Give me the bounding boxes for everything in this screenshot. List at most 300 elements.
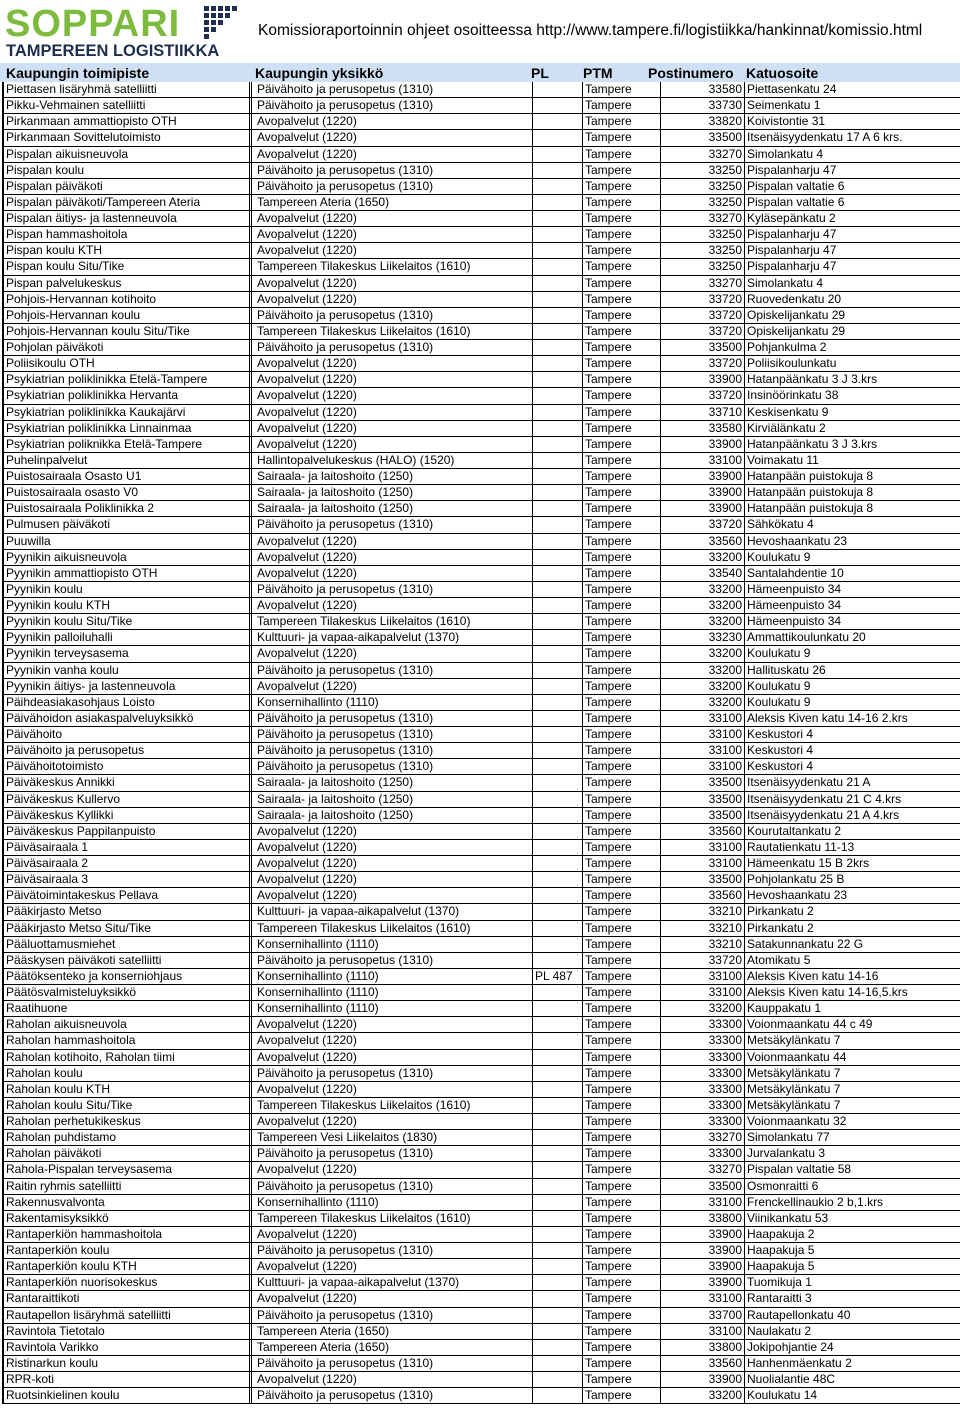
office-name-cell: Pispan koulu Situ/Tike — [4, 259, 252, 274]
postal-code-cell: 33200 — [661, 582, 745, 597]
table-row — [4, 130, 960, 146]
city-cell: Tampere — [583, 1179, 661, 1194]
po-box-cell: PL 487 — [533, 969, 583, 984]
unit-cell: Tampereen Ateria (1650) — [255, 1340, 533, 1355]
street-address-cell: Hanhenmäenkatu 2 — [747, 1355, 852, 1370]
office-name-cell: Raholan perhetukikeskus — [4, 1114, 252, 1129]
city-cell: Tampere — [583, 1162, 661, 1177]
office-name-cell: Päiväsairaala 3 — [4, 872, 252, 887]
postal-code-cell: 33730 — [661, 98, 745, 113]
city-cell: Tampere — [583, 711, 661, 726]
po-box-cell — [533, 904, 583, 919]
unit-cell: Konsernihallinto (1110) — [255, 695, 533, 710]
po-box-cell — [533, 663, 583, 678]
city-cell: Tampere — [583, 114, 661, 129]
postal-code-cell: 33300 — [661, 1146, 745, 1161]
city-cell: Tampere — [583, 227, 661, 242]
po-box-cell — [533, 1372, 583, 1387]
postal-code-cell: 33200 — [661, 550, 745, 565]
street-address-cell: Haapakuja 2 — [747, 1226, 815, 1241]
table-row — [4, 292, 960, 308]
unit-cell: Kulttuuri- ja vapaa-aikapalvelut (1370) — [255, 904, 533, 919]
unit-cell: Avopalvelut (1220) — [255, 372, 533, 387]
postal-code-cell: 33900 — [661, 1259, 745, 1274]
city-cell: Tampere — [583, 1227, 661, 1242]
office-name-cell: Pispan koulu KTH — [4, 243, 252, 258]
office-name-cell: Rautapellon lisäryhmä satelliitti — [4, 1308, 252, 1323]
office-name-cell: Pirkanmaan ammattiopisto OTH — [4, 114, 252, 129]
street-address-cell: Osmonraitti 6 — [747, 1178, 819, 1193]
office-name-cell: Ravintola Varikko — [4, 1340, 252, 1355]
office-name-cell: Ristinarkun koulu — [4, 1356, 252, 1371]
city-cell: Tampere — [583, 824, 661, 839]
table-row — [4, 179, 960, 195]
po-box-cell — [533, 1291, 583, 1306]
postal-code-cell: 33900 — [661, 437, 745, 452]
postal-code-cell: 33210 — [661, 904, 745, 919]
postal-code-cell: 33300 — [661, 1114, 745, 1129]
po-box-cell — [533, 953, 583, 968]
table-row — [4, 1114, 960, 1130]
po-box-cell — [533, 1388, 583, 1403]
table-row — [4, 921, 960, 937]
city-cell: Tampere — [583, 937, 661, 952]
city-cell: Tampere — [583, 663, 661, 678]
city-cell: Tampere — [583, 759, 661, 774]
po-box-cell — [533, 985, 583, 1000]
table-row — [4, 147, 960, 163]
table-row — [4, 824, 960, 840]
city-cell: Tampere — [583, 1356, 661, 1371]
postal-code-cell: 33300 — [661, 1017, 745, 1032]
unit-cell: Avopalvelut (1220) — [255, 824, 533, 839]
table-row — [4, 582, 960, 598]
table-row — [4, 437, 960, 453]
city-cell: Tampere — [583, 1388, 661, 1403]
office-name-cell: Pohjois-Hervannan kotihoito — [4, 292, 252, 307]
street-address-cell: Ruovedenkatu 20 — [747, 291, 842, 306]
po-box-cell — [533, 1130, 583, 1145]
po-box-cell — [533, 276, 583, 291]
street-address-cell: Aleksis Kiven katu 14-16,5.krs — [747, 985, 908, 999]
table-row — [4, 211, 960, 227]
po-box-cell — [533, 630, 583, 645]
unit-cell: Tampereen Tilakeskus Liikelaitos (1610) — [255, 921, 533, 936]
city-cell: Tampere — [583, 727, 661, 742]
postal-code-cell: 33300 — [661, 1098, 745, 1113]
table-row — [4, 1275, 960, 1291]
po-box-cell — [533, 1033, 583, 1048]
postal-code-cell: 33100 — [661, 840, 745, 855]
unit-cell: Tampereen Vesi Liikelaitos (1830) — [255, 1130, 533, 1145]
po-box-cell — [533, 646, 583, 661]
city-cell: Tampere — [583, 1050, 661, 1065]
unit-cell: Konsernihallinto (1110) — [255, 937, 533, 952]
po-box-cell — [533, 808, 583, 823]
po-box-cell — [533, 1146, 583, 1161]
unit-cell: Konsernihallinto (1110) — [255, 969, 533, 984]
city-cell: Tampere — [583, 582, 661, 597]
postal-code-cell: 33900 — [661, 1275, 745, 1290]
po-box-cell — [533, 340, 583, 355]
column-headers — [0, 63, 960, 82]
unit-cell: Avopalvelut (1220) — [255, 550, 533, 565]
city-cell: Tampere — [583, 179, 661, 194]
table-row — [4, 1050, 960, 1066]
table-row — [4, 517, 960, 533]
table-row — [4, 727, 960, 743]
postal-code-cell: 33270 — [661, 1162, 745, 1177]
page-header — [0, 0, 960, 62]
table-row — [4, 969, 960, 985]
po-box-cell — [533, 1259, 583, 1274]
po-box-cell — [533, 405, 583, 420]
postal-code-cell: 33100 — [661, 1195, 745, 1210]
unit-cell: Sairaala- ja laitoshoito (1250) — [255, 501, 533, 516]
street-address-cell: Voionmaankatu 44 — [747, 1049, 847, 1064]
city-cell: Tampere — [583, 969, 661, 984]
postal-code-cell: 33200 — [661, 598, 745, 613]
unit-cell: Sairaala- ja laitoshoito (1250) — [255, 485, 533, 500]
table-row — [4, 888, 960, 904]
postal-code-cell: 33580 — [661, 421, 745, 436]
table-row — [4, 614, 960, 630]
street-address-cell: Hatanpään puistokuja 8 — [747, 469, 874, 483]
po-box-cell — [533, 372, 583, 387]
unit-cell: Avopalvelut (1220) — [255, 872, 533, 887]
city-cell: Tampere — [583, 82, 661, 97]
po-box-cell — [533, 1275, 583, 1290]
postal-code-cell: 33230 — [661, 630, 745, 645]
street-address-cell: Keskustori 4 — [747, 743, 814, 758]
city-cell: Tampere — [583, 646, 661, 661]
street-address-cell: Voionmaankatu 32 — [747, 1114, 847, 1128]
table-row — [4, 1130, 960, 1146]
street-address-cell: Keskustori 4 — [747, 759, 814, 774]
city-cell: Tampere — [583, 614, 661, 629]
postal-code-cell: 33560 — [661, 824, 745, 839]
postal-code-cell: 33300 — [661, 1050, 745, 1065]
street-address-cell: Kauppakatu 1 — [747, 1001, 822, 1016]
office-name-cell: Päätösvalmisteluyksikkö — [4, 985, 252, 1000]
street-address-cell: Kirviälänkatu 2 — [747, 420, 826, 435]
unit-cell: Sairaala- ja laitoshoito (1250) — [255, 469, 533, 484]
street-address-cell: Metsäkylänkatu 7 — [747, 1033, 841, 1048]
city-cell: Tampere — [583, 840, 661, 855]
header-toimipiste: Kaupungin toimipiste — [6, 65, 150, 81]
po-box-cell — [533, 1066, 583, 1081]
table-row — [4, 1340, 960, 1356]
postal-code-cell: 33200 — [661, 646, 745, 661]
city-cell: Tampere — [583, 292, 661, 307]
city-cell: Tampere — [583, 98, 661, 113]
street-address-cell: Pispalanharju 47 — [747, 227, 837, 242]
office-name-cell: Pyynikin ammattiopisto OTH — [4, 566, 252, 581]
street-address-cell: Koulukatu 9 — [747, 646, 811, 661]
office-name-cell: Rantaraittikoti — [4, 1291, 252, 1306]
table-row — [4, 1066, 960, 1082]
unit-cell: Päivähoito ja perusopetus (1310) — [255, 340, 533, 355]
city-cell: Tampere — [583, 1211, 661, 1226]
street-address-cell: Insinöörinkatu 38 — [747, 388, 839, 403]
postal-code-cell: 33200 — [661, 1001, 745, 1016]
unit-cell: Päivähoito ja perusopetus (1310) — [255, 1179, 533, 1194]
postal-code-cell: 33500 — [661, 1179, 745, 1194]
po-box-cell — [533, 566, 583, 581]
table-row — [4, 82, 960, 98]
postal-code-cell: 33200 — [661, 1388, 745, 1403]
unit-cell: Tampereen Tilakeskus Liikelaitos (1610) — [255, 324, 533, 339]
city-cell: Tampere — [583, 775, 661, 790]
city-cell: Tampere — [583, 421, 661, 436]
unit-cell: Avopalvelut (1220) — [255, 1259, 533, 1274]
street-address-cell: Nuolialantie 48C — [747, 1372, 836, 1386]
city-cell: Tampere — [583, 211, 661, 226]
table-row — [4, 1259, 960, 1275]
unit-cell: Avopalvelut (1220) — [255, 437, 533, 452]
office-name-cell: Psykiatrian poliknikka Etelä-Tampere — [4, 437, 252, 452]
street-address-cell: Aleksis Kiven katu 14-16 2.krs — [747, 710, 908, 725]
street-address-cell: Koulukatu 9 — [747, 549, 811, 564]
city-cell: Tampere — [583, 1146, 661, 1161]
po-box-cell — [533, 1162, 583, 1177]
postal-code-cell: 33580 — [661, 82, 745, 97]
table-row — [4, 356, 960, 372]
unit-cell: Avopalvelut (1220) — [255, 1082, 533, 1097]
street-address-cell: Satakunnankatu 22 G — [747, 936, 864, 951]
city-cell: Tampere — [583, 195, 661, 210]
postal-code-cell: 33700 — [661, 1308, 745, 1323]
street-address-cell: Aleksis Kiven katu 14-16 — [747, 968, 879, 983]
city-cell: Tampere — [583, 405, 661, 420]
table-row — [4, 630, 960, 646]
unit-cell: Päivähoito ja perusopetus (1310) — [255, 711, 533, 726]
table-row — [4, 1146, 960, 1162]
city-cell: Tampere — [583, 437, 661, 452]
table-row — [4, 163, 960, 179]
unit-cell: Avopalvelut (1220) — [255, 114, 533, 129]
unit-cell: Päivähoito ja perusopetus (1310) — [255, 98, 533, 113]
postal-code-cell: 33560 — [661, 534, 745, 549]
po-box-cell — [533, 727, 583, 742]
postal-code-cell: 33270 — [661, 276, 745, 291]
table-row — [4, 227, 960, 243]
po-box-cell — [533, 485, 583, 500]
po-box-cell — [533, 598, 583, 613]
city-cell: Tampere — [583, 130, 661, 145]
street-address-cell: Hämeenpuisto 34 — [747, 581, 842, 596]
table-row — [4, 195, 960, 211]
street-address-cell: Kyläsepänkatu 2 — [747, 211, 836, 225]
table-row — [4, 1033, 960, 1049]
po-box-cell — [533, 1098, 583, 1113]
po-box-cell — [533, 227, 583, 242]
po-box-cell — [533, 679, 583, 694]
city-cell: Tampere — [583, 147, 661, 162]
office-name-cell: Päihdeasiakasohjaus Loisto — [4, 695, 252, 710]
unit-cell: Avopalvelut (1220) — [255, 1033, 533, 1048]
office-name-cell: Puistosairaala Osasto U1 — [4, 469, 252, 484]
street-address-cell: Itsenäisyydenkatu 21 A 4.krs — [747, 807, 900, 822]
unit-cell: Avopalvelut (1220) — [255, 840, 533, 855]
po-box-cell — [533, 324, 583, 339]
table-row — [4, 1324, 960, 1340]
table-row — [4, 469, 960, 485]
street-address-cell: Rautatienkatu 11-13 — [747, 839, 855, 854]
city-cell: Tampere — [583, 679, 661, 694]
office-name-cell: Puistosairaala osasto V0 — [4, 485, 252, 500]
street-address-cell: Metsäkylänkatu 7 — [747, 1065, 841, 1080]
postal-code-cell: 33250 — [661, 179, 745, 194]
unit-cell: Päivähoito ja perusopetus (1310) — [255, 1388, 533, 1403]
office-name-cell: Pyynikin palloiluhalli — [4, 630, 252, 645]
office-name-cell: Psykiatrian poliklinikka Kaukajärvi — [4, 405, 252, 420]
street-address-cell: Itsenäisyydenkatu 21 C 4.krs — [747, 791, 902, 806]
city-cell: Tampere — [583, 163, 661, 178]
po-box-cell — [533, 1001, 583, 1016]
office-name-cell: Pohjois-Hervannan koulu — [4, 308, 252, 323]
header-yksikko: Kaupungin yksikkö — [255, 65, 384, 81]
unit-cell: Konsernihallinto (1110) — [255, 1195, 533, 1210]
unit-cell: Avopalvelut (1220) — [255, 243, 533, 258]
table-row — [4, 953, 960, 969]
street-address-cell: Koulukatu 9 — [747, 694, 811, 709]
street-address-cell: Voimakatu 11 — [747, 452, 819, 467]
street-address-cell: Hämeenpuisto 34 — [747, 614, 842, 629]
postal-code-cell: 33100 — [661, 711, 745, 726]
office-name-cell: Raholan koulu Situ/Tike — [4, 1098, 252, 1113]
po-box-cell — [533, 1017, 583, 1032]
office-name-cell: Päiväkeskus Annikki — [4, 775, 252, 790]
table-row — [4, 501, 960, 517]
postal-code-cell: 33720 — [661, 388, 745, 403]
table-row — [4, 743, 960, 759]
city-cell: Tampere — [583, 904, 661, 919]
postal-code-cell: 33250 — [661, 195, 745, 210]
postal-code-cell: 33720 — [661, 356, 745, 371]
street-address-cell: Simolankatu 4 — [747, 275, 824, 290]
office-name-cell: Raatihuone — [4, 1001, 252, 1016]
po-box-cell — [533, 824, 583, 839]
table-row — [4, 679, 960, 695]
street-address-cell: Hevoshaankatu 23 — [747, 888, 848, 903]
postal-code-cell: 33900 — [661, 469, 745, 484]
street-address-cell: Itsenäisyydenkatu 17 A 6 krs. — [747, 130, 903, 145]
street-address-cell: Simolankatu 77 — [747, 1130, 830, 1145]
office-name-cell: Puuwilla — [4, 534, 252, 549]
street-address-cell: Pispalan valtatie 58 — [747, 1162, 852, 1177]
postal-code-cell: 33560 — [661, 1356, 745, 1371]
postal-code-cell: 33270 — [661, 1130, 745, 1145]
office-table — [2, 82, 960, 1404]
po-box-cell — [533, 179, 583, 194]
street-address-cell: Hämeenkatu 15 B 2krs — [747, 856, 870, 870]
office-name-cell: Raholan aikuisneuvola — [4, 1017, 252, 1032]
table-row — [4, 324, 960, 340]
postal-code-cell: 33100 — [661, 727, 745, 742]
po-box-cell — [533, 82, 583, 97]
table-row — [4, 872, 960, 888]
logo-text-top: SOPPARI — [5, 3, 181, 45]
city-cell: Tampere — [583, 1001, 661, 1016]
street-address-cell: Piettasenkatu 24 — [747, 82, 837, 96]
city-cell: Tampere — [583, 517, 661, 532]
street-address-cell: Hatanpään puistokuja 8 — [747, 485, 874, 500]
po-box-cell — [533, 840, 583, 855]
table-row — [4, 1162, 960, 1178]
street-address-cell: Koulukatu 14 — [747, 1388, 818, 1403]
unit-cell: Konsernihallinto (1110) — [255, 1001, 533, 1016]
po-box-cell — [533, 856, 583, 871]
unit-cell: Päivähoito ja perusopetus (1310) — [255, 163, 533, 178]
unit-cell: Päivähoito ja perusopetus (1310) — [255, 308, 533, 323]
city-cell: Tampere — [583, 243, 661, 258]
street-address-cell: Kourutaltankatu 2 — [747, 823, 842, 838]
header-postinumero: Postinumero — [648, 65, 734, 81]
street-address-cell: Hämeenpuisto 34 — [747, 598, 842, 612]
unit-cell: Avopalvelut (1220) — [255, 1162, 533, 1177]
logo-text-bottom: TAMPEREEN LOGISTIIKKA — [6, 42, 220, 60]
po-box-cell — [533, 888, 583, 903]
po-box-cell — [533, 98, 583, 113]
office-name-cell: Pyynikin terveysasema — [4, 646, 252, 661]
table-row — [4, 453, 960, 469]
office-name-cell: Raholan päiväkoti — [4, 1146, 252, 1161]
postal-code-cell: 33540 — [661, 566, 745, 581]
unit-cell: Päivähoito ja perusopetus (1310) — [255, 953, 533, 968]
street-address-cell: Haapakuja 5 — [747, 1243, 815, 1257]
office-name-cell: Rantaperkiön koulu — [4, 1243, 252, 1258]
city-cell: Tampere — [583, 453, 661, 468]
postal-code-cell: 33500 — [661, 872, 745, 887]
unit-cell: Tampereen Tilakeskus Liikelaitos (1610) — [255, 1211, 533, 1226]
po-box-cell — [533, 921, 583, 936]
po-box-cell — [533, 469, 583, 484]
po-box-cell — [533, 1243, 583, 1258]
city-cell: Tampere — [583, 888, 661, 903]
city-cell: Tampere — [583, 1308, 661, 1323]
street-address-cell: Itsenäisyydenkatu 21 A — [747, 775, 871, 790]
unit-cell: Päivähoito ja perusopetus (1310) — [255, 727, 533, 742]
postal-code-cell: 33560 — [661, 888, 745, 903]
street-address-cell: Pohjankulma 2 — [747, 340, 827, 354]
unit-cell: Avopalvelut (1220) — [255, 147, 533, 162]
postal-code-cell: 33100 — [661, 985, 745, 1000]
postal-code-cell: 33300 — [661, 1082, 745, 1097]
office-name-cell: Pääluottamusmiehet — [4, 937, 252, 952]
table-row — [4, 1308, 960, 1324]
table-row — [4, 1291, 960, 1307]
street-address-cell: Viinikankatu 53 — [747, 1210, 829, 1225]
office-name-cell: Pispalan päiväkoti/Tampereen Ateria — [4, 195, 252, 210]
postal-code-cell: 33250 — [661, 163, 745, 178]
office-name-cell: Päiväkeskus Kullervo — [4, 792, 252, 807]
city-cell: Tampere — [583, 985, 661, 1000]
city-cell: Tampere — [583, 550, 661, 565]
po-box-cell — [533, 130, 583, 145]
office-name-cell: Piettasen lisäryhmä satelliitti — [4, 82, 252, 97]
postal-code-cell: 33100 — [661, 1291, 745, 1306]
table-row — [4, 598, 960, 614]
office-name-cell: Päätöksenteko ja konserniohjaus — [4, 969, 252, 984]
table-row — [4, 840, 960, 856]
unit-cell: Päivähoito ja perusopetus (1310) — [255, 1308, 533, 1323]
unit-cell: Avopalvelut (1220) — [255, 598, 533, 613]
office-name-cell: Pyynikin koulu Situ/Tike — [4, 614, 252, 629]
unit-cell: Avopalvelut (1220) — [255, 356, 533, 371]
city-cell: Tampere — [583, 1098, 661, 1113]
city-cell: Tampere — [583, 1195, 661, 1210]
